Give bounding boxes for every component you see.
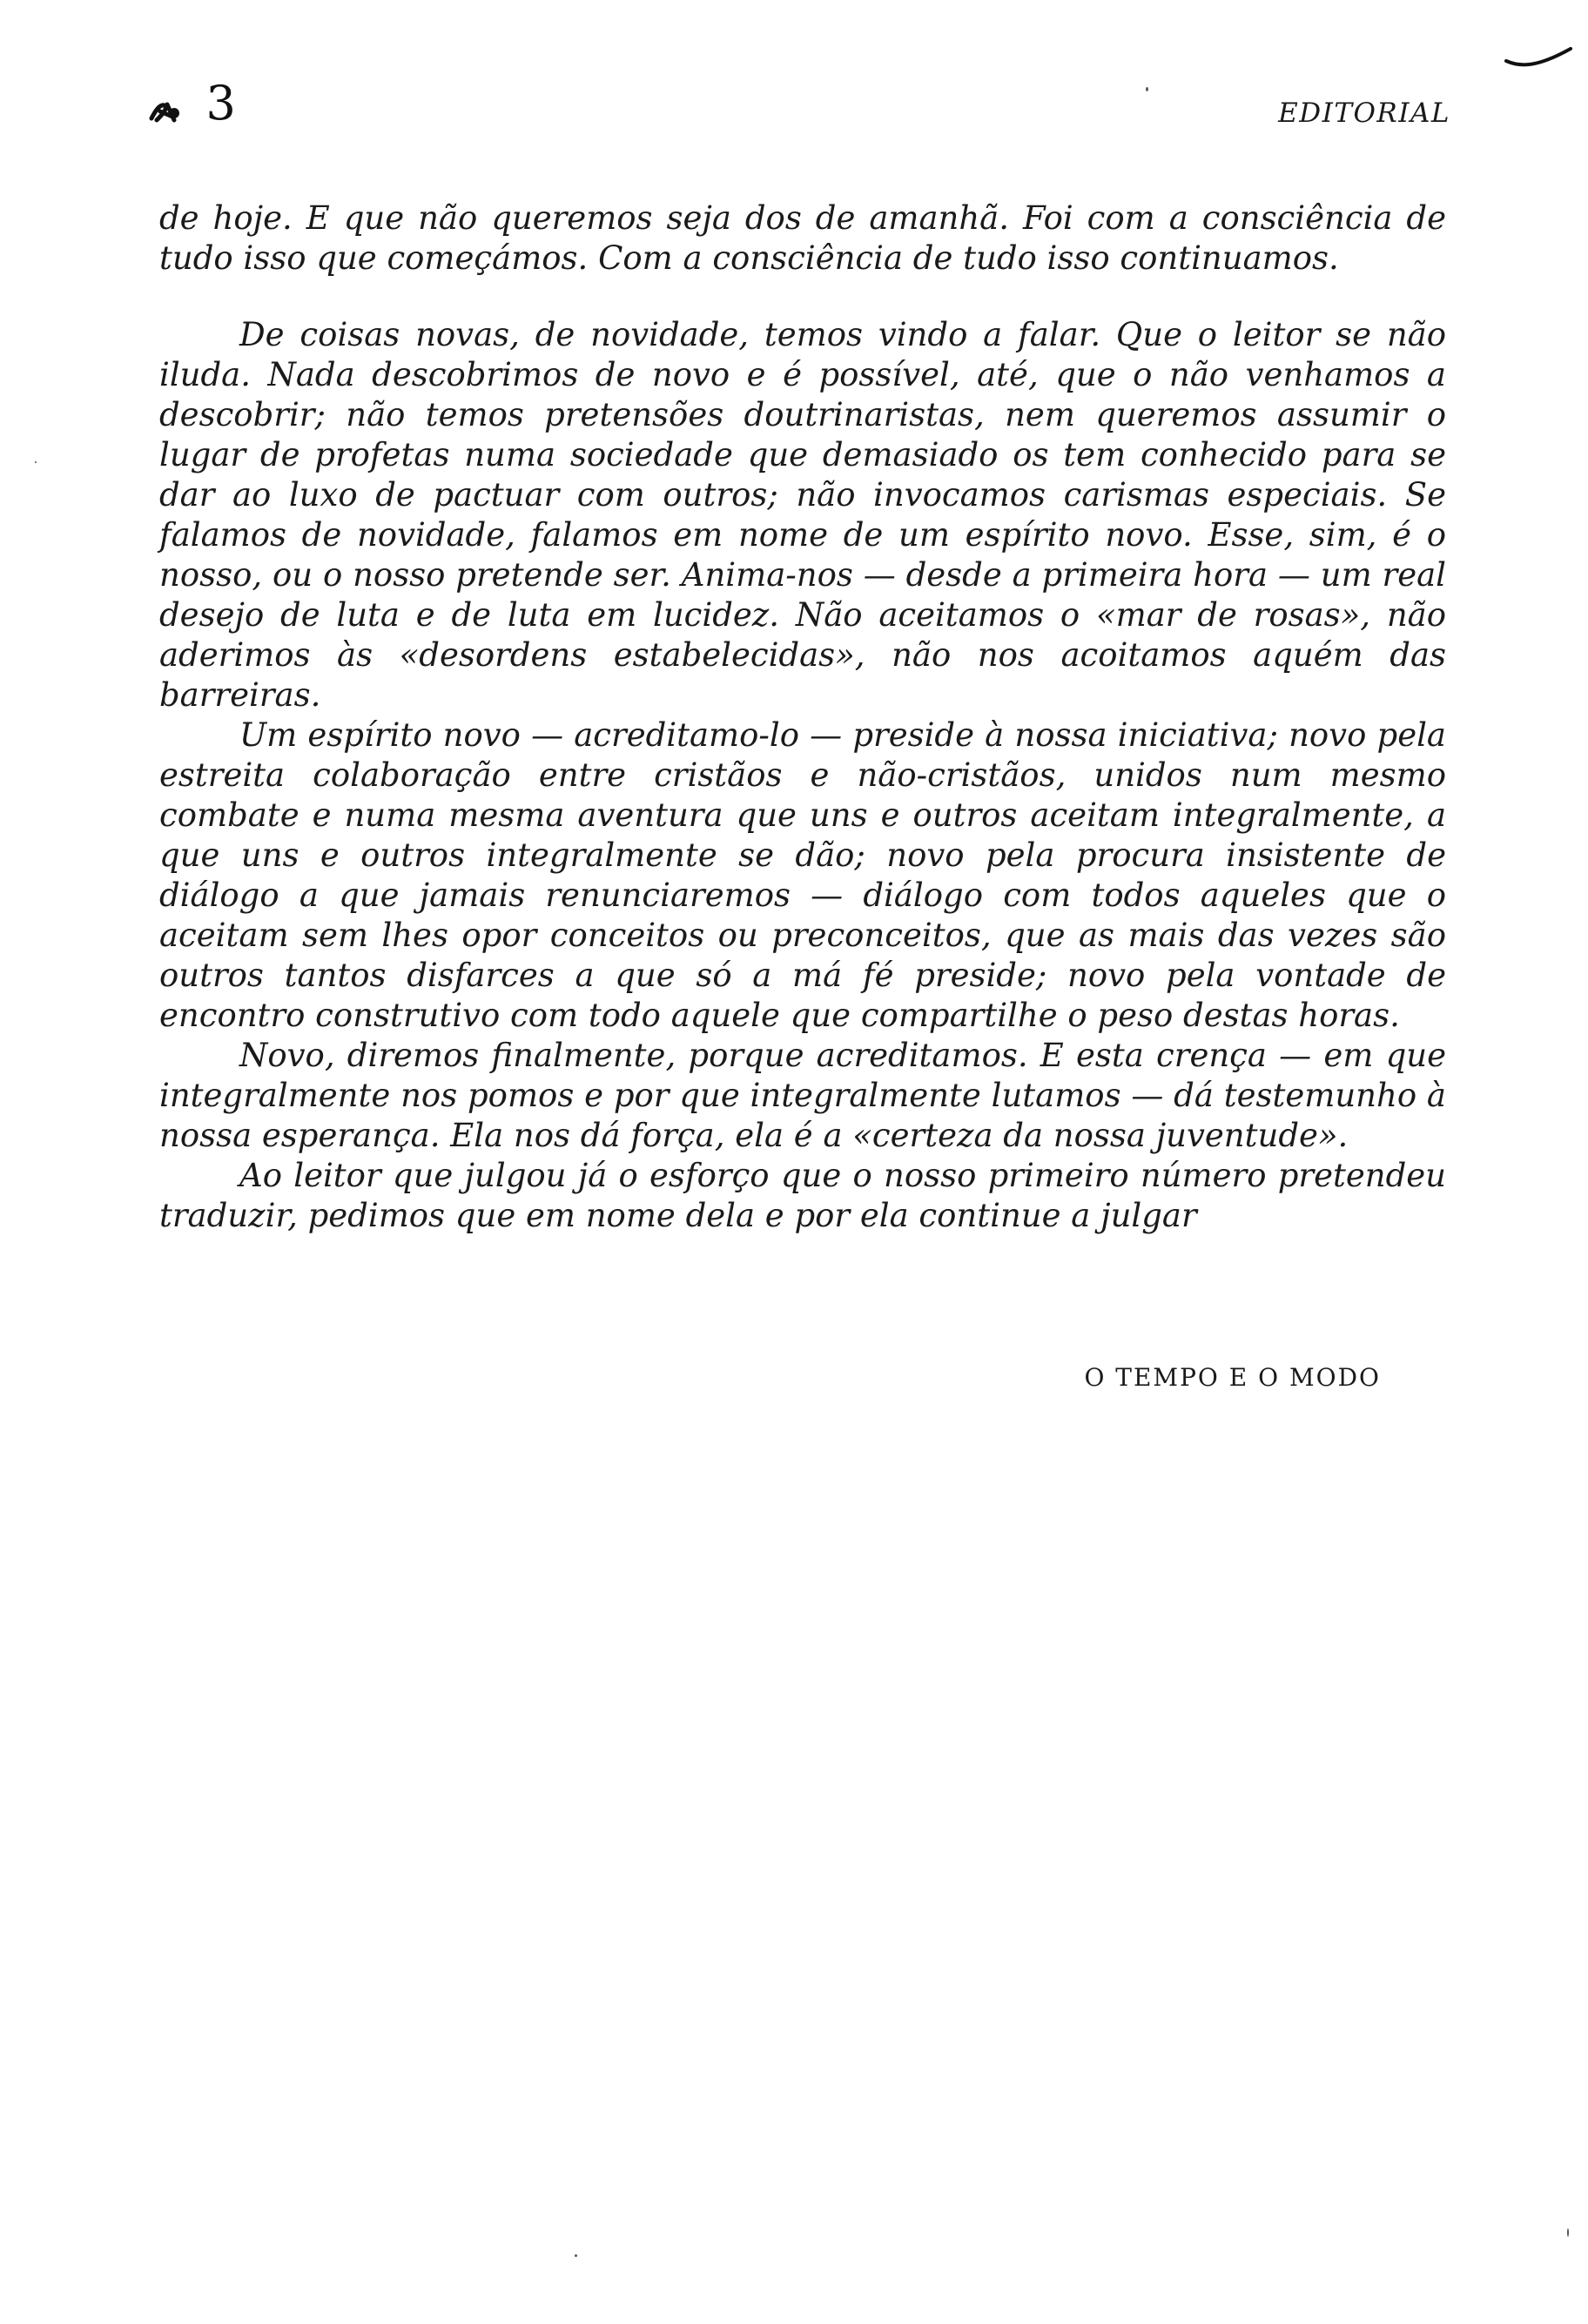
paper-speck: [1567, 2228, 1569, 2237]
paper-speck: [575, 2254, 577, 2257]
paragraph-1: de hoje. E que não queremos seja dos de amanhã. Foi com a consciência de tudo isso que começámos. Com a consciência de tudo isso continuamos.: [159, 199, 1446, 277]
editorial-body: [159, 198, 1446, 1236]
signature: O TEMPO E O MODO: [1084, 1363, 1381, 1392]
pen-stroke-icon: [1504, 42, 1574, 77]
paper-speck: [1146, 87, 1148, 91]
handwritten-mark-icon: [148, 91, 186, 125]
page-number: 3: [205, 76, 236, 131]
section-title: EDITORIAL: [1278, 97, 1450, 129]
page-number-mark: [148, 76, 236, 131]
paragraph-4: Novo, diremos finalmente, porque acreditamos. E esta crença — em que integralmente nos pomos e por que integralmente lutamos — dá testemunho à nossa esperança. Ela nos dá força, ela é a «certeza da nossa juventude».: [159, 1037, 1446, 1154]
paragraph-5: Ao leitor que julgou já o esforço que o nosso primeiro número pretendeu traduzir, pedimos que em nome dela e por ela continue a julgar: [159, 1157, 1446, 1234]
paragraph-2: De coisas novas, de novidade, temos vindo a falar. Que o leitor se não iluda. Nada descobrimos de novo e é possível, até, que o não venhamos a descobrir; não temos pretensões doutrinaristas, nem queremos assumir o lugar de profetas numa sociedade que demasiado os tem conhecido para se dar ao luxo de pactuar com outros; não invocamos carismas especiais. Se falamos de novidade, falamos em nome de um espírito novo. Esse, sim, é o nosso, ou o nosso pretende ser. Anima-nos — desde a primeira hora — um real desejo de luta e de luta em lucidez. Não aceitamos o «mar de rosas», não aderimos às «desordens estabelecidas», não nos acoitamos aquém das barreiras.: [159, 316, 1446, 714]
paper-speck: [35, 461, 37, 463]
paragraph-3: Um espírito novo — acreditamo-lo — preside à nossa iniciativa; novo pela estreita colaboração entre cristãos e não-cristãos, unidos num mesmo combate e numa mesma aventura que uns e outros aceitam integralmente, a que uns e outros integralmente se dão; novo pela procura insistente de diálogo a que jamais renunciaremos — diálogo com todos aqueles que o aceitam sem lhes opor conceitos ou preconceitos, que as mais das vezes são outros tantos disfarces a que só a má fé preside; novo pela vontade de encontro construtivo com todo aquele que compartilhe o peso destas horas.: [159, 716, 1446, 1034]
